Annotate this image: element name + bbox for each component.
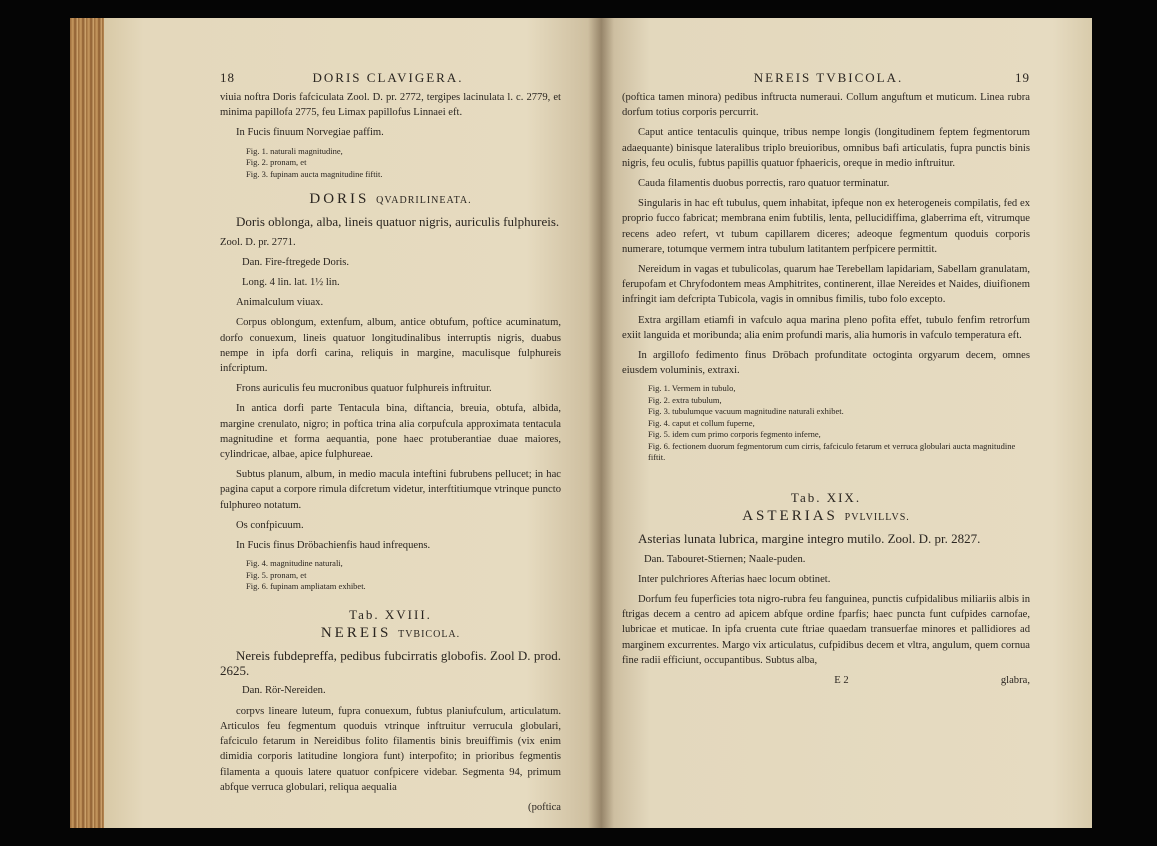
catchword: (poftica <box>528 801 561 813</box>
paragraph: In Fucis finuum Norvegiae paffim. <box>236 127 384 139</box>
figure-caption: Fig. 3. fupinam aucta magnitudine fiftit. <box>246 168 383 179</box>
paragraph: Inter pulchriores Afterias haec locum obtinet. <box>638 573 831 585</box>
running-title: DORIS CLAVIGERA. <box>312 70 464 85</box>
paragraph: Os confpicuum. <box>236 519 304 531</box>
left-page <box>104 18 601 828</box>
danish-name: Dan. Rör-Nereiden. <box>242 685 326 697</box>
species-heading <box>622 509 1030 525</box>
open-book <box>70 18 1092 828</box>
dimensions: Long. 4 lin. lat. 1½ lin. <box>242 276 340 288</box>
paragraph: Nereidum in vagas et tubulicolas, quarum hae Terebellam lapidariam, Sabellam granulatam, ferupofam et Chryfodontem meas Amphitrites, continerent, illae Nereides et Naides, diuifionem infringit iam defcripta Tubicola, vagis in omnibus fimilis, tubo folo excepto. <box>622 264 1030 306</box>
figure-caption: Fig. 1. naturali magnitudine, <box>246 145 343 156</box>
paragraph: Singularis in hac eft tubulus, quem inhabitat, ipfeque non ex heterogeneis compilatis, fed ex proprio fucco fabricat; membrana enim fubtilis, lenta, pellucidiffima, glaberrima eft, vitrumque recens adeo refert, vt tubum capillarem diceres; adeoque fegmentum quoduis corporis numerare, totumque vermem intra tubulum latitantem perfpicere permittit. <box>622 198 1030 255</box>
paragraph: Dorfum feu fuperficies tota nigro-rubra feu fanguinea, punctis cufpidalibus miliariis albis in ftrigas decem a centro ad apicem abfque ordine fparfis; haec puncta funt cufpides carnofae, lubricae et muticae. In ipfa cruenta cute ftriae quaedam transuerfae minores et pallidiores ad marginem excurrentes. Margo vix articulatus, cufpidibus decem et vltra, angulum, quem cornua fine radii efficiunt, occupantibus. Subtus alba, <box>622 593 1030 666</box>
paragraph: Frons auriculis feu mucronibus quatuor fulphureis inftruitur. <box>236 383 492 395</box>
paragraph: In antica dorfi parte Tentacula bina, diftancia, breuia, obtufa, albida, margine crenulato, nigro; in poftica trina alia corpufcula approximata tentacula magnitudine et forma aequantia, pone haec protuberantiae duae maiores, cylindricae, albae, apice fulphureae. <box>220 403 561 460</box>
paragraph: In Fucis finus Dröbachienfis haud infrequens. <box>236 539 431 551</box>
paragraph: Extra argillam etiamfi in vafculo aqua marina pleno pofita effet, tubulo fenfim retrorfum exiit languida et moribunda; alia enim profundi maris, alia humoris in vafculo temperatura eft. <box>622 314 1030 341</box>
figure-list <box>246 558 561 593</box>
figure-caption: Fig. 5. idem cum primo corporis fegmento inferne, <box>648 429 821 440</box>
figure-caption: Fig. 6. fupinam ampliatam exhibet. <box>246 581 366 592</box>
figure-list <box>246 146 561 181</box>
figure-caption: Fig. 3. tubulumque vacuum magnitudine naturali exhibet. <box>648 406 844 417</box>
figure-caption: Fig. 1. Vermem in tubulo, <box>648 383 736 394</box>
species-name: QVADRILINEATA. <box>376 195 472 207</box>
catchline <box>220 800 561 815</box>
catchline <box>622 673 1030 688</box>
catchword: glabra, <box>1000 674 1030 686</box>
figure-caption: Fig. 4. magnitudine naturali, <box>246 558 343 569</box>
danish-name: Dan. Tabouret-Stiernen; Naale-puden. <box>644 553 806 565</box>
page-number: 19 <box>1014 70 1030 85</box>
danish-name: Dan. Fire-ftregede Doris. <box>242 256 350 268</box>
diagnosis: Doris oblonga, alba, lineis quatuor nigris, auriculis fulphureis. <box>236 214 560 230</box>
left-running-head <box>220 70 561 86</box>
book-gutter <box>588 18 614 828</box>
page-number: 18 <box>220 70 235 85</box>
species-name: PVLVILLVS. <box>844 512 910 524</box>
species-heading <box>220 192 561 208</box>
paragraph: Subtus planum, album, in medio macula inteftini fubrubens pellucet; in hac pagina caput a corpore rimula difcretum videtur, interftitiumque vtrinque puncto fulphureo notatum. <box>220 469 561 511</box>
paragraph: Cauda filamentis duobus porrectis, raro quatuor terminatur. <box>638 178 890 190</box>
diagnosis: Nereis fubdepreffa, pedibus fubcirratis globofis. Zool D. prod. 2625. <box>220 648 561 679</box>
figure-caption: Fig. 6. fectionem duorum fegmentorum cum cirris, fafciculo fetarum et verruca globulari aucta magnitudine fiftit. <box>648 440 1016 463</box>
genus-name: NEREIS <box>320 624 392 641</box>
plate-number: Tab. XIX. <box>790 489 862 505</box>
paragraph: Animalculum viuax. <box>236 297 324 309</box>
paragraph: viuia noftra Doris fafciculata Zool. D. pr. 2772, tergipes lacinulata l. c. 2779, et minima papillofa 2775, feu Limax papillofus Linnaei eft. <box>220 92 561 119</box>
plate-number: Tab. XVIII. <box>349 606 432 622</box>
figure-caption: Fig. 4. caput et collum fuperne, <box>648 417 755 428</box>
running-title: NEREIS TVBICOLA. <box>753 70 904 85</box>
signature-mark: E 2 <box>834 674 849 686</box>
figure-list <box>648 383 1030 464</box>
genus-name: ASTERIAS <box>742 508 838 525</box>
species-heading <box>220 626 561 642</box>
paragraph: (poftica tamen minora) pedibus inftructa numeraui. Collum anguftum et muticum. Linea rubra dorfum totius corporis percurrit. <box>622 92 1030 119</box>
figure-caption: Fig. 2. pronam, et <box>246 157 307 168</box>
paragraph: Corpus oblongum, extenfum, album, antice obtufum, poftice acuminatum, dorfo conuexum, lineis quatuor longitudinalibus interruptis nigris, duabus nempe in ipfa dorfi carina, reliquis in margine, maculisque fulphureis infcriptum. <box>220 317 561 374</box>
genus-name: DORIS <box>309 191 370 208</box>
figure-caption: Fig. 5. pronam, et <box>246 569 307 580</box>
paragraph: In argillofo fedimento finus Dröbach profunditate octoginta orgyarum decem, omnes eiusdem voluminis, extraxi. <box>622 350 1030 377</box>
right-running-head <box>622 70 1030 86</box>
paragraph: Caput antice tentaculis quinque, tribus nempe longis (longitudinem feptem fegmentorum adaequante) binisque lateralibus triplo breuioribus, omnibus bafi articulatis, fupra punctis binis nigris, feu oculis, fubtus papillis quatuor fphaericis, oreque in medio inftruitur. <box>622 127 1030 169</box>
reference: Zool. D. pr. 2771. <box>220 236 296 248</box>
diagnosis: Asterias lunata lubrica, margine integro mutilo. Zool. D. pr. 2827. <box>638 531 981 547</box>
species-name: TVBICOLA. <box>398 628 461 640</box>
paragraph: corpvs lineare luteum, fupra conuexum, fubtus planiufculum, articulatum. Articulos feu fegmentum quoduis vtrinque inftruitur verrucula globulari, fafciculo fetarum in Nereidibus folito filamentis binis breuiffimis (vix enim dimidia corporis latitudine longiora funt) interpofito; in prioribus fegmentis filamenta a quouis latere quatuor confpicere videbar. Segmenta 94, primum abfque verruca globulari, reliqua aequalia <box>220 705 561 793</box>
figure-caption: Fig. 2. extra tubulum, <box>648 394 722 405</box>
right-page <box>601 18 1092 828</box>
